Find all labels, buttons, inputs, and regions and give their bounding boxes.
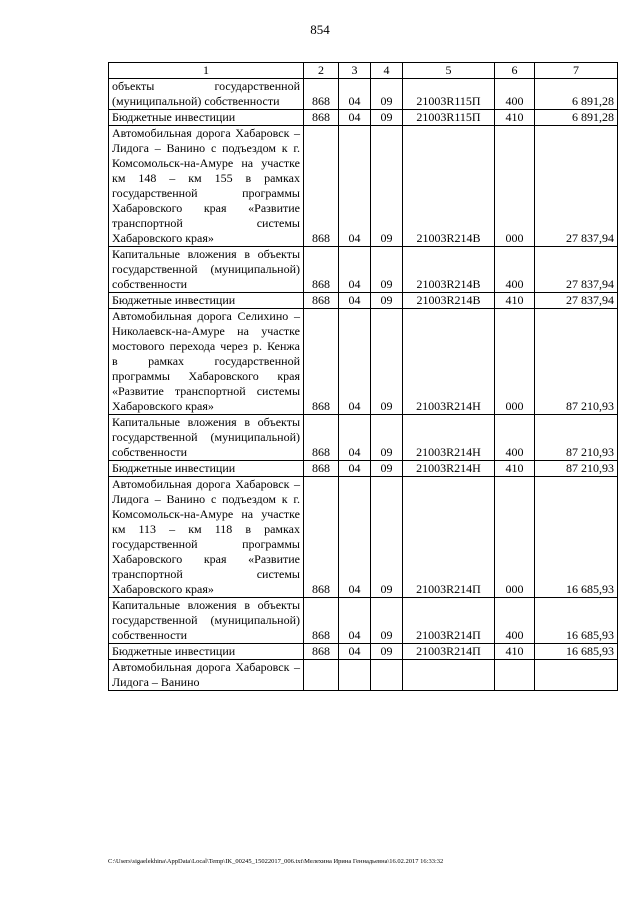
code-cell: 868 — [304, 79, 339, 110]
target-article-cell: 21003R214П — [403, 644, 495, 660]
subsection-cell: 09 — [371, 79, 403, 110]
expense-type-cell: 400 — [495, 247, 535, 293]
subsection-cell: 09 — [371, 247, 403, 293]
row-name-cell: Автомобильная дорога Хабаровск – Лидога – Ванино с подъездом к г. Комсомольск-на-Амуре на участке км 148 – км 155 в рамках государственной программы Хабаровского края «Развитие транспортной системы Хабаровского края» — [109, 126, 304, 247]
section-cell: 04 — [339, 477, 371, 598]
code-cell: 868 — [304, 126, 339, 247]
amount-cell: 27 837,94 — [535, 126, 618, 247]
subsection-cell — [371, 660, 403, 691]
subsection-cell: 09 — [371, 477, 403, 598]
section-cell: 04 — [339, 598, 371, 644]
amount-cell — [535, 660, 618, 691]
code-cell: 868 — [304, 415, 339, 461]
subsection-cell: 09 — [371, 415, 403, 461]
table-row — [109, 415, 618, 461]
amount-cell: 16 685,93 — [535, 477, 618, 598]
target-article-cell: 21003R115П — [403, 110, 495, 126]
expense-type-cell: 400 — [495, 79, 535, 110]
subsection-cell: 09 — [371, 309, 403, 415]
expense-type-cell: 410 — [495, 293, 535, 309]
column-header: 5 — [403, 63, 495, 79]
target-article-cell — [403, 660, 495, 691]
target-article-cell: 21003R214П — [403, 598, 495, 644]
subsection-cell: 09 — [371, 126, 403, 247]
expense-type-cell — [495, 660, 535, 691]
amount-cell: 27 837,94 — [535, 293, 618, 309]
target-article-cell: 21003R214В — [403, 126, 495, 247]
expense-type-cell: 410 — [495, 110, 535, 126]
subsection-cell: 09 — [371, 461, 403, 477]
subsection-cell: 09 — [371, 644, 403, 660]
column-header: 7 — [535, 63, 618, 79]
row-name-cell: Капитальные вложения в объекты государственной (муниципальной) собственности — [109, 598, 304, 644]
table-row — [109, 247, 618, 293]
row-name-cell: Автомобильная дорога Хабаровск – Лидога – Ванино — [109, 660, 304, 691]
amount-cell: 6 891,28 — [535, 79, 618, 110]
row-name-cell: Автомобильная дорога Хабаровск – Лидога – Ванино с подъездом к г. Комсомольск-на-Амуре на участке км 113 – км 118 в рамках государственной программы Хабаровского края «Развитие транспортной системы Хабаровского края» — [109, 477, 304, 598]
code-cell: 868 — [304, 247, 339, 293]
expense-type-cell: 000 — [495, 126, 535, 247]
subsection-cell: 09 — [371, 110, 403, 126]
code-cell: 868 — [304, 293, 339, 309]
table-row — [109, 461, 618, 477]
target-article-cell: 21003R214В — [403, 247, 495, 293]
subsection-cell: 09 — [371, 598, 403, 644]
amount-cell: 16 685,93 — [535, 644, 618, 660]
target-article-cell: 21003R214Н — [403, 415, 495, 461]
section-cell: 04 — [339, 461, 371, 477]
column-header: 2 — [304, 63, 339, 79]
row-name-cell: Бюджетные инвестиции — [109, 461, 304, 477]
target-article-cell: 21003R115П — [403, 79, 495, 110]
amount-cell: 6 891,28 — [535, 110, 618, 126]
code-cell: 868 — [304, 309, 339, 415]
amount-cell: 87 210,93 — [535, 415, 618, 461]
table-row — [109, 79, 618, 110]
code-cell: 868 — [304, 598, 339, 644]
target-article-cell: 21003R214Н — [403, 309, 495, 415]
table-row — [109, 126, 618, 247]
code-cell: 868 — [304, 110, 339, 126]
budget-table — [108, 62, 618, 691]
table-row — [109, 110, 618, 126]
header-row — [109, 63, 618, 79]
section-cell: 04 — [339, 415, 371, 461]
table-row — [109, 660, 618, 691]
page-number: 854 — [310, 22, 330, 37]
expense-type-cell: 000 — [495, 477, 535, 598]
expense-type-cell: 400 — [495, 415, 535, 461]
table-row — [109, 644, 618, 660]
column-header: 6 — [495, 63, 535, 79]
expense-type-cell: 400 — [495, 598, 535, 644]
subsection-cell: 09 — [371, 293, 403, 309]
expense-type-cell: 000 — [495, 309, 535, 415]
section-cell: 04 — [339, 644, 371, 660]
row-name-cell: Капитальные вложения в объекты государственной (муниципальной) собственности — [109, 247, 304, 293]
file-path-footer: C:\Users\sigaelekhina\AppData\Local\Temp\IK_00245_15022017_006.txt\Мелехина Ирина Геннадьевна\16.02.2017 16:33:32 — [108, 858, 444, 865]
section-cell: 04 — [339, 79, 371, 110]
section-cell: 04 — [339, 126, 371, 247]
table-row — [109, 293, 618, 309]
amount-cell: 27 837,94 — [535, 247, 618, 293]
table-row — [109, 477, 618, 598]
code-cell — [304, 660, 339, 691]
row-name-cell: Бюджетные инвестиции — [109, 644, 304, 660]
section-cell — [339, 660, 371, 691]
code-cell: 868 — [304, 644, 339, 660]
amount-cell: 87 210,93 — [535, 461, 618, 477]
expense-type-cell: 410 — [495, 644, 535, 660]
table-row — [109, 309, 618, 415]
row-name-cell: Бюджетные инвестиции — [109, 110, 304, 126]
section-cell: 04 — [339, 247, 371, 293]
row-name-cell: Капитальные вложения в объекты государственной (муниципальной) собственности — [109, 415, 304, 461]
row-name-cell: объекты государственной (муниципальной) собственности — [109, 79, 304, 110]
amount-cell: 16 685,93 — [535, 598, 618, 644]
column-header: 3 — [339, 63, 371, 79]
column-header: 1 — [109, 63, 304, 79]
column-header: 4 — [371, 63, 403, 79]
code-cell: 868 — [304, 477, 339, 598]
code-cell: 868 — [304, 461, 339, 477]
target-article-cell: 21003R214В — [403, 293, 495, 309]
section-cell: 04 — [339, 110, 371, 126]
table-row — [109, 598, 618, 644]
expense-type-cell: 410 — [495, 461, 535, 477]
row-name-cell: Бюджетные инвестиции — [109, 293, 304, 309]
target-article-cell: 21003R214П — [403, 477, 495, 598]
amount-cell: 87 210,93 — [535, 309, 618, 415]
section-cell: 04 — [339, 309, 371, 415]
row-name-cell: Автомобильная дорога Селихино – Николаевск-на-Амуре на участке мостового перехода через р. Кенжа в рамках государственной программы Хабаровского края «Развитие транспортной системы Хабаровского края» — [109, 309, 304, 415]
target-article-cell: 21003R214Н — [403, 461, 495, 477]
section-cell: 04 — [339, 293, 371, 309]
